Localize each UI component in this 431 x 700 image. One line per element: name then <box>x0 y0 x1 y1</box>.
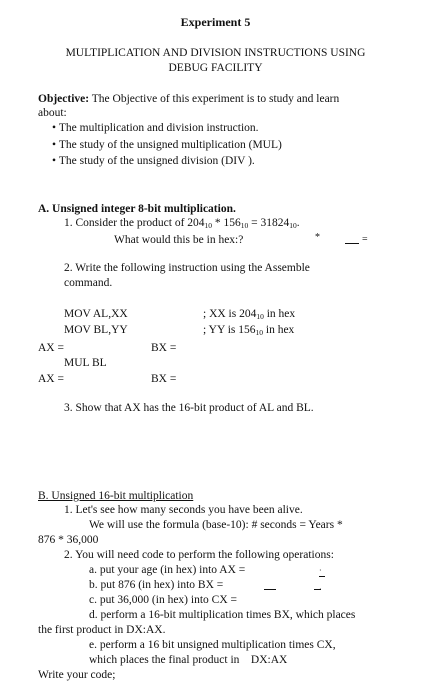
step-b-mark: · <box>319 585 322 594</box>
hex-blank-star: * <box>315 232 320 243</box>
section-a-heading: A. Unsigned integer 8-bit multiplication. <box>38 203 236 215</box>
objective-bullet: • The study of the unsigned multiplication (MUL) <box>52 139 282 151</box>
code-comment-yy: ; YY is $156_{10}$ in hex <box>203 324 295 337</box>
objective-line-1 <box>38 92 339 106</box>
hex-answer-blank <box>345 243 359 244</box>
write-code-prompt: Write your code; <box>38 669 116 681</box>
code-line-mul-bl: MUL BL <box>64 357 107 369</box>
section-a-item-1: 1. Consider the product of $204_{10} * 156_{10} = 31824_{10}$. <box>64 217 300 230</box>
section-b-formula-cont: 876 * 36,000 <box>38 534 99 546</box>
step-c: c. put 36,000 (in hex) into CX = <box>89 594 237 606</box>
objective-bullet: • The study of the unsigned division (DIV ). <box>52 155 255 167</box>
section-a-item-2-cont: command. <box>64 277 113 289</box>
step-b: b. put 876 (in hex) into BX = <box>89 579 224 591</box>
experiment-title: Experiment 5 <box>180 15 251 29</box>
code-line-mov-al: MOV AL,XX <box>64 308 128 320</box>
subtitle-line-1: MULTIPLICATION AND DIVISION INSTRUCTIONS USING <box>65 47 366 59</box>
subtitle-line-2: DEBUG FACILITY <box>168 62 263 74</box>
ax-result-1: AX = <box>38 342 64 354</box>
ax-result-2: AX = <box>38 373 64 385</box>
section-b-heading: B. Unsigned 16-bit multiplication <box>38 490 194 502</box>
step-e: e. perform a 16 bit unsigned multiplication times CX, <box>89 639 336 651</box>
bx-result-1: BX = <box>151 342 177 354</box>
objective-label: Objective: <box>38 93 90 105</box>
step-a-blank <box>319 576 325 577</box>
section-a-item-3: 3. Show that AX has the 16-bit product of AL and BL. <box>64 402 314 414</box>
section-b-formula: We will use the formula (base-10): # seconds = Years * <box>89 519 343 531</box>
objective-bullet: • The multiplication and division instruction. <box>52 122 259 134</box>
section-a-item-2: 2. Write the following instruction using the Assemble <box>64 262 310 274</box>
step-a: a. put your age (in hex) into AX = <box>89 564 246 576</box>
code-line-mov-bl: MOV BL,YY <box>64 324 128 336</box>
section-b-item-2: 2. You will need code to perform the following operations: <box>64 549 334 561</box>
section-b-item-1: 1. Let's see how many seconds you have been alive. <box>64 504 303 516</box>
section-a-item-1-question: What would this be in hex:? <box>114 234 244 246</box>
step-d-cont: the first product in DX:AX. <box>38 624 166 636</box>
hex-blank-equals: = <box>362 234 368 245</box>
bx-result-2: BX = <box>151 373 177 385</box>
code-comment-xx: ; XX is $204_{10}$ in hex <box>203 308 296 321</box>
step-a-mark: · <box>319 566 322 575</box>
objective-line-2: about: <box>38 107 67 119</box>
step-d: d. perform a 16-bit multiplication times BX, which places <box>89 609 356 621</box>
step-b-blank <box>264 589 276 590</box>
objective-text: The Objective of this experiment is to study and learn <box>89 93 340 105</box>
step-e-cont: which places the final product in DX:AX <box>89 654 288 666</box>
